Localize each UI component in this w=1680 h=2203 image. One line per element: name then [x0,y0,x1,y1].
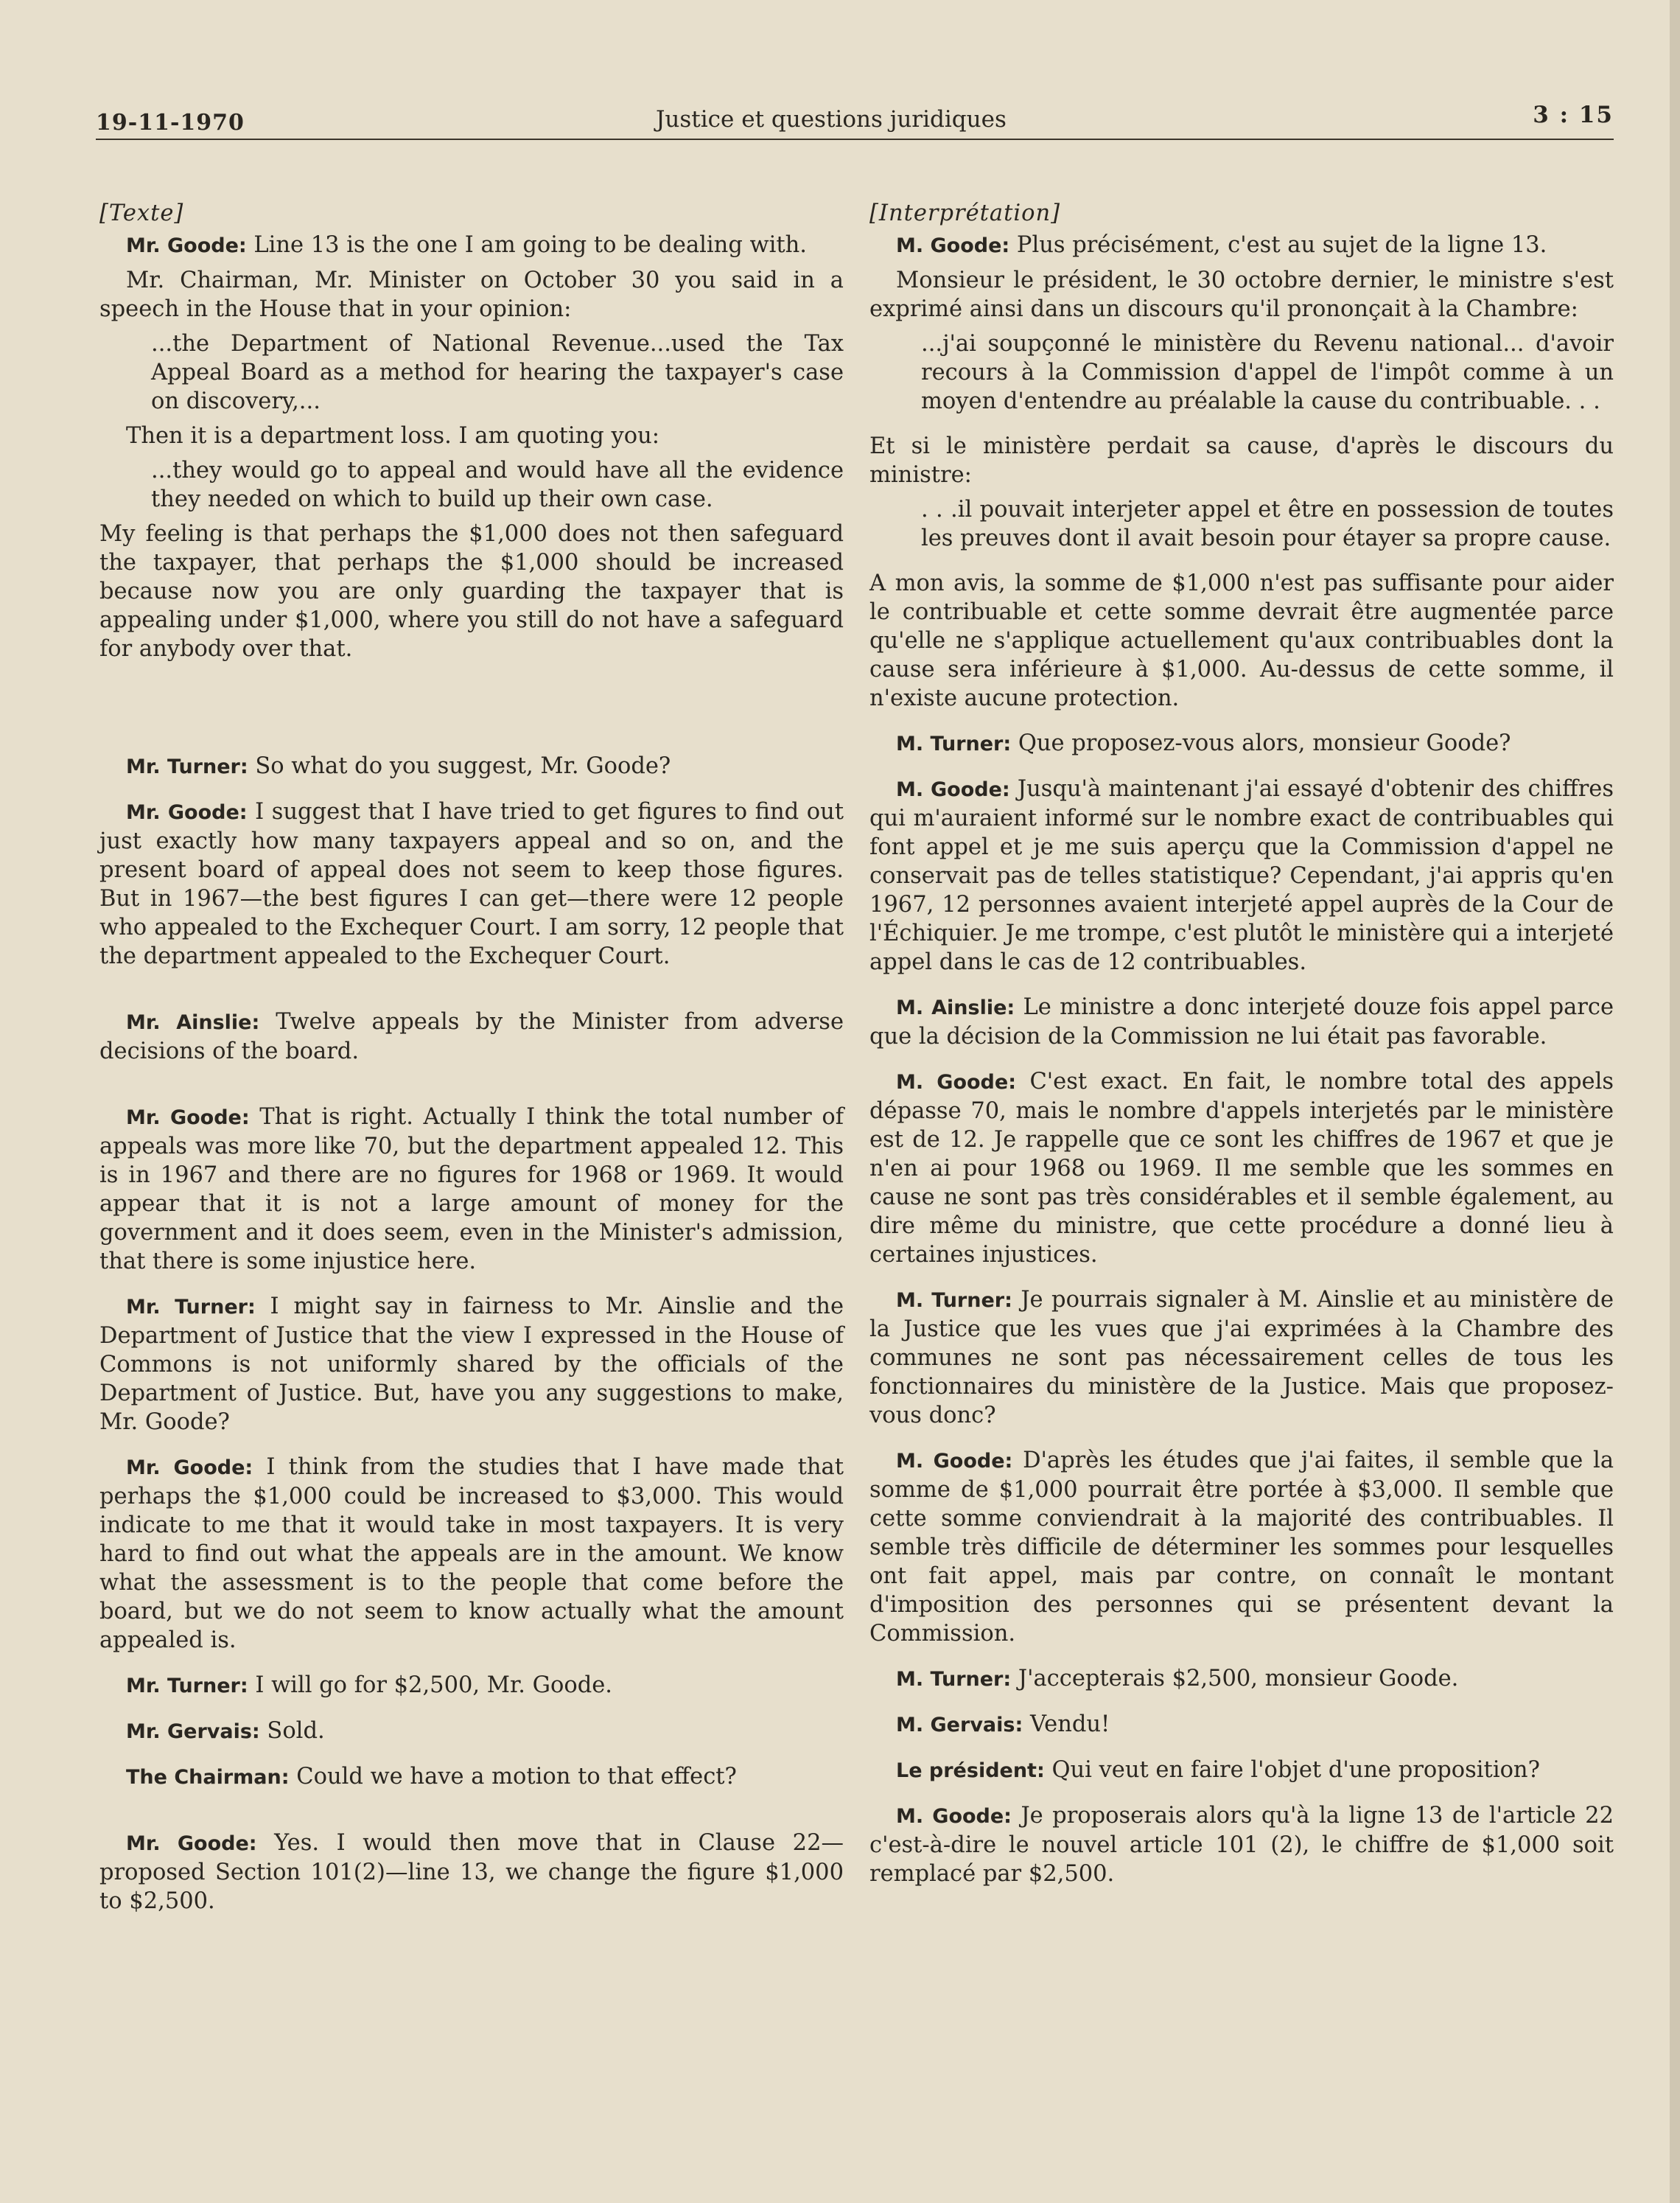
speech-text: Could we have a motion to that effect? [289,1764,737,1790]
speaker-name: M. Turner: [896,733,1012,755]
speaker-name: Mr. Ainslie: [126,1011,260,1034]
speech-paragraph [869,1067,1614,1269]
speech-paragraph [869,1285,1614,1430]
speaker-name: Mr. Turner: [126,1675,248,1697]
speech-paragraph: My feeling is that perhaps the $1,000 does not then safeguard the taxpayer, that perhaps the $1,000 should be increased because now you are only guarding the taxpayer that is appealing under $1,000, where you still do not have a safeguard for anybody over that. [99,521,844,662]
speaker-name: M. Goode: [896,234,1010,257]
speech-text: J'accepterais $2,500, monsieur Goode. [1011,1666,1459,1691]
speech-paragraph [99,1453,844,1655]
speech-paragraph [99,1008,844,1066]
speech-text: Plus précisément, c'est au sujet de la ligne 13. [1009,232,1547,258]
speech-text: I might say in fairness to Mr. Ainslie and the Department of Justice that the view I expressed in the House of Commons is not uniformly shared by the officials of the Department of Justice. But, have you any suggestions to make, Mr. Goode? [99,1293,844,1435]
speaker-name: Mr. Gervais: [126,1720,260,1743]
speech-paragraph [869,1664,1614,1694]
speech-paragraph [99,752,844,781]
speech-text: Que proposez-vous alors, monsieur Goode? [1011,730,1511,756]
quotation: ...the Department of National Revenue...used the Tax Appeal Board as a method for hearing the taxpayer's case on discovery,... [151,331,844,414]
speaker-name: M. Gervais: [896,1714,1023,1736]
speaker-name: Le président: [896,1759,1045,1782]
speech-paragraph [869,729,1614,758]
speaker-name: M. Turner: [896,1289,1012,1312]
speech-paragraph [99,1762,844,1792]
speaker-name: M. Goode: [896,1805,1012,1828]
speech-paragraph [869,1710,1614,1739]
speaker-name: Mr. Goode: [126,801,248,824]
header-title: Justice et questions juridiques [656,106,1007,133]
speech-paragraph [869,1446,1614,1648]
speech-text: Qui veut en faire l'objet d'une proposition? [1044,1757,1540,1783]
speech-text: I think from the studies that I have made that perhaps the $1,000 could be increased to $3,000. This would indicate to me that it would take in most taxpayers. It is very hard to find out what the appeals are in the amount. We know what the assessment is to the people that come before the board, but we do not seem to know actually what the amount appealed is. [99,1454,844,1653]
running-header [96,83,1614,140]
section-tag: [Interprétation] [869,200,1060,226]
speech-paragraph [869,1801,1614,1888]
speaker-name: M. Goode: [896,778,1010,801]
speaker-name: The Chairman: [126,1766,290,1789]
speaker-name: Mr. Goode: [126,234,247,257]
english-column [99,199,844,1932]
speech-paragraph [869,1756,1614,1785]
speech-text: C'est exact. En fait, le nombre total des appels dépasse 70, mais le nombre d'appels interjetés par le ministère est de 12. Je rappelle que ce sont les chiffres de 1967 et que je n'en ai pour 1968 ou 1969. Il me semble que les sommes en cause ne sont pas très considérables et il semble également, au dire même du ministre, que cette procédure a donné lieu à certaines injustices. [869,1069,1614,1268]
speech-paragraph [99,231,844,260]
header-page-number: 3 : 15 [1533,102,1614,128]
speaker-name: M. Ainslie: [896,996,1015,1019]
speech-text: Sold. [259,1718,325,1744]
speech-text: That is right. Actually I think the total number of appeals was more like 70, but the department appealed 12. This is in 1967 and there are no figures for 1968 or 1969. It would appear that it is not a large amount of money for the government and it does seem, even in the Minister's admission, that there is some injustice here. [99,1104,844,1274]
speaker-name: Mr. Turner: [126,1296,256,1319]
speaker-name: Mr. Goode: [126,1456,253,1479]
speech-text: I will go for $2,500, Mr. Goode. [248,1672,612,1698]
speech-text: Twelve appeals by the Minister from adverse decisions of the board. [99,1009,844,1064]
speech-paragraph: Monsieur le président, le 30 octobre dernier, le ministre s'est exprimé ainsi dans un discours qu'il prononçait à la Chambre: [869,268,1614,322]
section-tag: [Texte] [99,200,184,226]
speech-paragraph [99,797,844,971]
speaker-name: Mr. Goode: [126,1832,257,1855]
speech-paragraph [99,1671,844,1700]
speaker-name: M. Goode: [896,1450,1013,1473]
speaker-name: M. Goode: [896,1071,1016,1094]
french-column [869,199,1614,1905]
speech-paragraph [99,1292,844,1436]
speaker-name: Mr. Goode: [126,1106,250,1129]
speech-paragraph [99,1829,844,1916]
speech-text: Le ministre a donc interjeté douze fois appel parce que la décision de la Commission ne lui était pas favorable. [869,994,1614,1050]
speech-paragraph [99,1717,844,1746]
speech-paragraph: Mr. Chairman, Mr. Minister on October 30 you said in a speech in the House that in your opinion: [99,268,844,322]
speech-text: Jusqu'à maintenant j'ai essayé d'obtenir des chiffres qui m'auraient informé sur le nombre exact de contribuables qui font appel et je me suis aperçu que la Commission d'appel ne conservait pas de telles statistique? Cependant, j'ai appris qu'en 1967, 12 personnes avaient interjeté appel auprès de la Cour de l'Échiquier. Je me trompe, c'est plutôt le ministère qui a interjeté appel dans le cas de 12 contribuables. [869,776,1614,975]
speech-paragraph [99,1103,844,1276]
speech-paragraph [869,775,1614,977]
speech-paragraph: Et si le ministère perdait sa cause, d'après le discours du ministre: [869,433,1614,488]
speech-text: Yes. I would then move that in Clause 22—proposed Section 101(2)—line 13, we change the figure $1,000 to $2,500. [99,1830,844,1914]
quotation: . . .il pouvait interjeter appel et être en possession de toutes les preuves dont il avait besoin pour étayer sa propre cause. [921,497,1614,551]
speaker-name: Mr. Turner: [126,755,248,778]
speech-text: So what do you suggest, Mr. Goode? [248,753,671,779]
speech-text: Line 13 is the one I am going to be dealing with. [246,232,807,258]
speech-text: Vendu! [1023,1711,1110,1737]
speech-text: I suggest that I have tried to get figures to find out just exactly how many taxpayers appeal and so on, and the present board of appeal does not seem to keep those figures. But in 1967—the best figures I can get—there were 12 people who appealed to the Exchequer Court. I am sorry, 12 people that the department appealed to the Exchequer Court. [99,799,844,969]
speech-paragraph: Then it is a department loss. I am quoting you: [126,423,660,449]
speech-text: D'après les études que j'ai faites, il semble que la somme de $1,000 pourrait être portée à $3,000. Il semble que cette somme conviendrait à la majorité des contribuables. Il semble très difficile de déterminer les sommes pour lesquelles ont fait appel, mais par contre, on connaît le montant d'imposition des personnes qui se présentent devant la Commission. [869,1448,1614,1647]
speech-text: Je proposerais alors qu'à la ligne 13 de l'article 22 c'est-à-dire le nouvel article 101 (2), le chiffre de $1,000 soit remplacé par $2,500. [869,1803,1614,1887]
speech-paragraph: A mon avis, la somme de $1,000 n'est pas suffisante pour aider le contribuable et cette somme devrait être augmentée parce qu'elle ne s'applique actuellement qu'aux contribuables dont la cause sera inférieure à $1,000. Au-dessus de cette somme, il n'existe aucune protection. [869,570,1614,711]
speech-paragraph [869,231,1614,260]
speaker-name: M. Turner: [896,1668,1012,1691]
quotation: ...they would go to appeal and would have all the evidence they needed on which to build up their own case. [151,458,844,512]
header-date: 19-11-1970 [96,110,245,136]
speech-text: Je pourrais signaler à M. Ainslie et au ministère de la Justice que les vues que j'ai exprimées à la Chambre des communes ne sont pas nécessairement celles de tous les fonctionnaires du ministère de la Justice. Mais que proposez-vous donc? [869,1287,1614,1428]
speech-paragraph [869,993,1614,1051]
quotation: ...j'ai soupçonné le ministère du Revenu national... d'avoir recours à la Commission d'appel de l'impôt comme à un moyen d'entendre au préalable la cause du contribuable. . . [921,331,1614,414]
page-edge [1670,0,1680,2203]
